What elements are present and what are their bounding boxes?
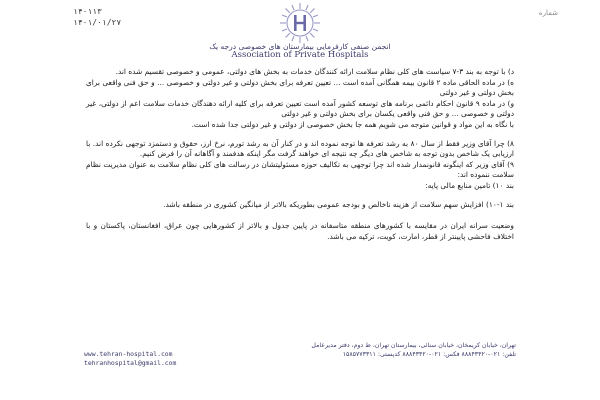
paragraph-h: ه) در ماده الحاقی ماده ۲ قانون بیمه همگانی آمده است ... تعیین تعرفه برای بخش دولتی و غیر دولتی و خصوصی ... و حق فنی واقعی برای بخش دولتی و غیر دولتی: [86, 77, 514, 98]
letter-footer: [84, 341, 516, 367]
footer-email-link[interactable]: tehranhospital@gmail.com: [84, 359, 177, 367]
footer-phone: تلفن: ۰۲۱-۸۸۸۴۳۴۲۰ فکس: ۰۲۱-۸۸۸۴۳۴۲۰ کدپستی: ۱۵۸۵۷۷۳۳۱۱: [342, 351, 516, 358]
letter-body: [86, 67, 514, 242]
paragraph-conclusion: با نگاه به این مواد و قوانین متوجه می شویم همه جا بخش خصوصی از دولتی و غیر دولتی جدا شده است.: [191, 119, 514, 129]
reference-block: [73, 6, 121, 28]
hospital-logo-icon: [279, 2, 321, 44]
paragraph-per-capita: وضعیت سرانه ایران در مقایسه با کشورهای منطقه متاسفانه در پایین جدول و بالاتر از کشورهایی چون عراق، افغانستان، پاکستان و با اختلاف فاحشی پایینتر از قطر، امارت، کویت، ترکیه می باشد.: [86, 221, 514, 241]
reference-label: شماره: [538, 9, 558, 17]
paragraph-8: ۸) چرا آقای وزیر فقط از سال ۸۰ به رشد تعرفه ها توجه نموده اند و در کنار آن به رشد تورم، نرخ ارز، حقوق و دستمزد توجهی نکرده اند. با ارزیابی یک شاخص بدون توجه به شاخص های دیگر چه نتیجه ای خواهند گرفت مگر اینکه هدفمند و آگاهانه آن را فرض کنیم.: [86, 138, 515, 159]
paragraph-clause-10-1: بند ۱-۱۰) افزایش سهم سلامت از هزینه ناخالص و بودجه عمومی بطوریکه بالاتر از میانگین کشوری در منطقه باشد.: [163, 199, 514, 209]
paragraph-clause-10: بند ۱۰) تامین منابع مالی پایه:: [425, 180, 514, 190]
paragraph-v: و) در ماده ۹ قانون احکام دائمی برنامه های توسعه کشور آمده است تعیین تعرفه برای کلیه ارائه دهندگان خدمات سلامت اعم از دولتی، غیر دولتی و خصوصی ... و حق فنی واقعی یکسان برای بخش دولتی و غیر دولتی: [86, 98, 515, 119]
paragraph-9: ۹) آقای وزیر که اینگونه قانونمدار شده اند چرا توجهی به تکالیف حوزه مسئولیتشان در رسالت های کلی نظام سلامت به عنوان مدیریت نظام سلامت ننموده اند:: [86, 159, 514, 180]
footer-website-link[interactable]: www.tehran-hospital.com: [84, 350, 173, 358]
reference-number: ۱۴۰۱۱۳: [73, 7, 102, 16]
paragraph-d: د) با توجه به بند ۳-۷ سیاست های کلی نظام سلامت ارائه کنندگان خدمات به بخش های دولتی، عمومی و خصوصی تقسیم شده اند.: [115, 67, 514, 76]
organization-name-fa: انجمن صنفی کارفرمایی بیمارستان های خصوصی درجه یک: [209, 42, 391, 51]
footer-address: تهران، خیابان کریمخان، خیابان سنائی، بیمارستان تهران، ط دوم، دفتر مدیرعامل: [311, 342, 516, 349]
reference-date: ۱۴۰۱/۰۱/۲۷: [73, 18, 122, 27]
organization-name-en: Association of Private Hospitals: [231, 50, 369, 60]
